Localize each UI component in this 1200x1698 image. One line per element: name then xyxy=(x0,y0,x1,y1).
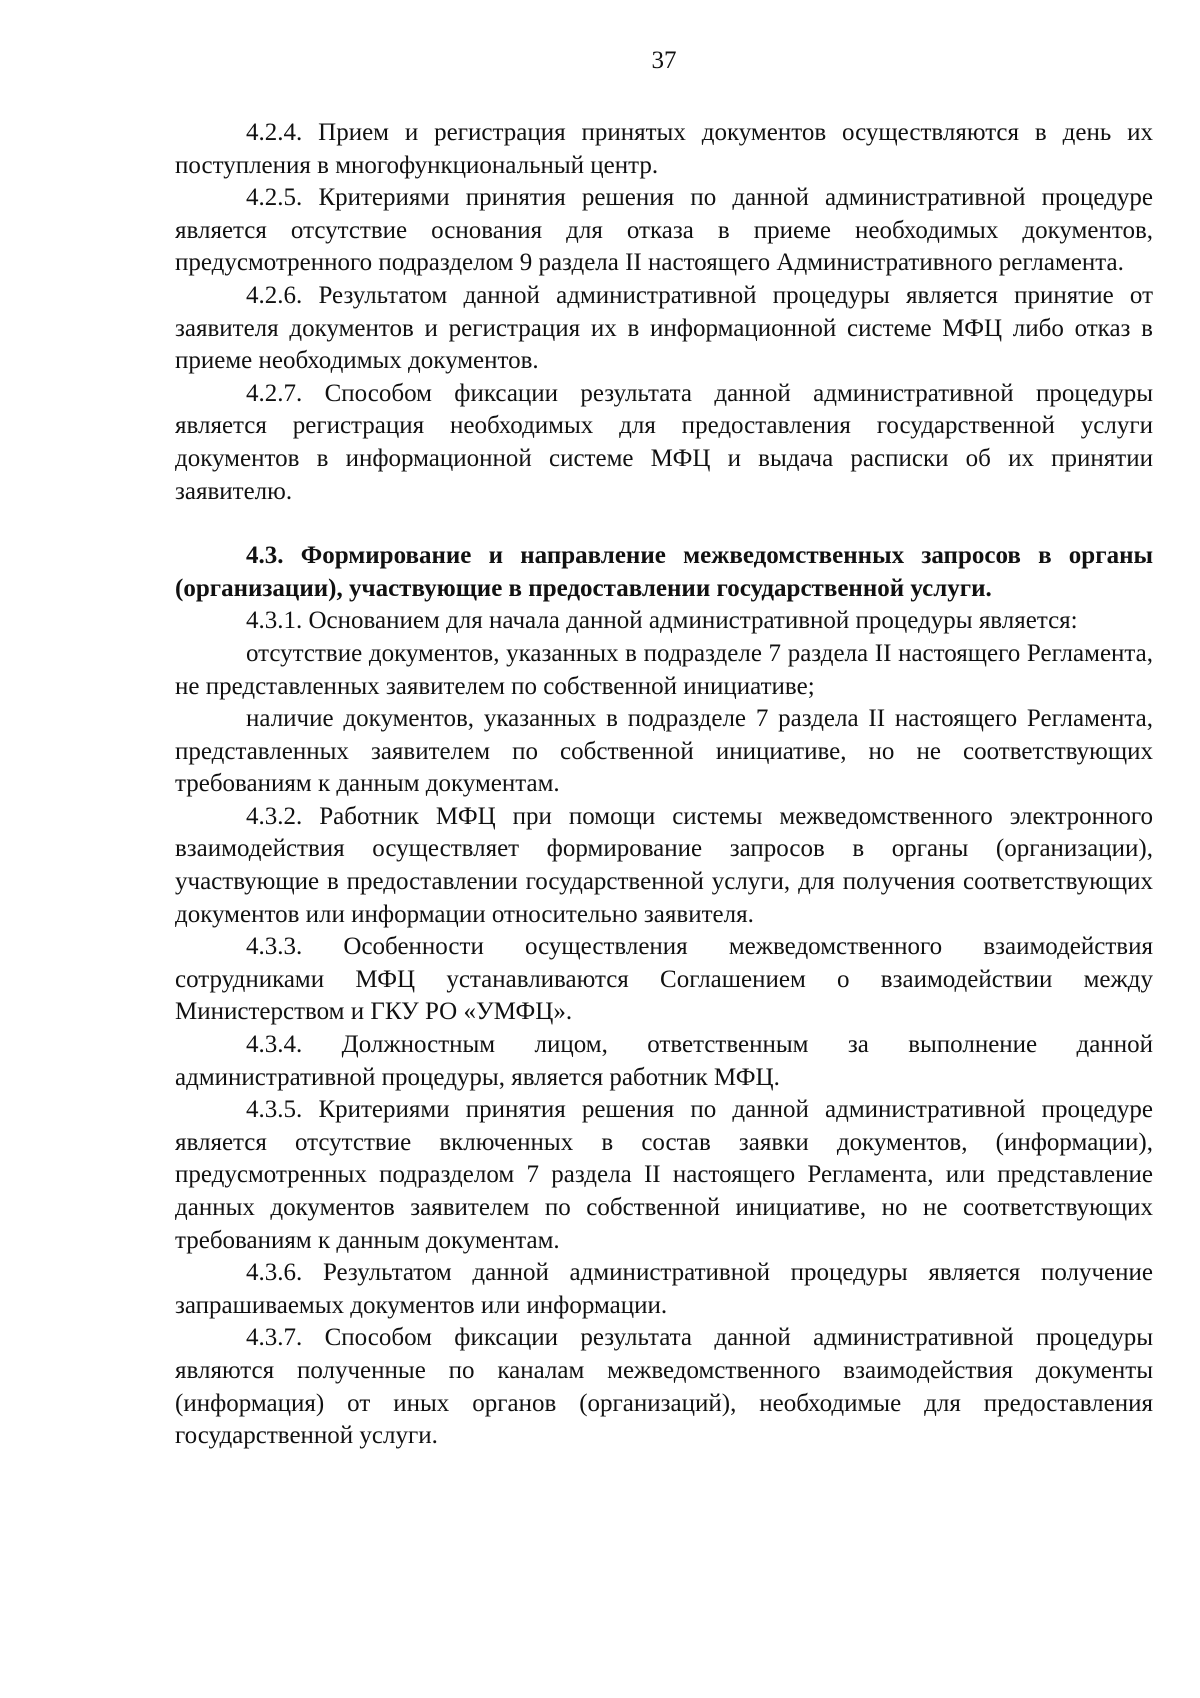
page-number: 37 xyxy=(651,47,677,74)
paragraph-4-3-1-item-absence: отсутствие документов, указанных в подразделе 7 раздела II настоящего Регламента, не представленных заявителем по собственной инициативе; xyxy=(175,639,1153,700)
paragraph-4-3-2: 4.3.2. Работник МФЦ при помощи системы межведомственного электронного взаимодействия осуществляет формирование запросов в органы (организации), участвующие в предоставлении государственной услуги, для получения соответствующих документов или информации относительно заявителя. xyxy=(175,802,1153,928)
paragraph-4-2-4: 4.2.4. Прием и регистрация принятых документов осуществляются в день их поступления в многофункциональный центр. xyxy=(175,119,1153,179)
paragraph-4-3-1: 4.3.1. Основанием для начала данной административной процедуры является: xyxy=(246,607,1078,635)
paragraph-4-3-1-item-presence: наличие документов, указанных в подразделе 7 раздела II настоящего Регламента, представленных заявителем по собственной инициативе, но не соответствующих требованиям к данным документам. xyxy=(175,705,1153,798)
paragraph-4-3-4: 4.3.4. Должностным лицом, ответственным за выполнение данной административной процедуры, является работник МФЦ. xyxy=(175,1031,1153,1091)
document-body xyxy=(175,117,1153,1453)
paragraph-4-3-6: 4.3.6. Результатом данной административной процедуры является получение запрашиваемых документов или информации. xyxy=(175,1259,1153,1319)
paragraph-4-2-5: 4.2.5. Критериями принятия решения по данной административной процедуре является отсутствие основания для отказа в приеме необходимых документов, предусмотренного подразделом 9 раздела II настоящего Административного регламента. xyxy=(175,184,1153,277)
paragraph-4-2-6: 4.2.6. Результатом данной административной процедуры является принятие от заявителя документов и регистрация их в информационной системе МФЦ либо отказ в приеме необходимых документов. xyxy=(175,281,1153,375)
paragraph-4-3-3: 4.3.3. Особенности осуществления межведомственного взаимодействия сотрудниками МФЦ устанавливаются Соглашением о взаимодействии между Министерством и ГКУ РО «УМФЦ». xyxy=(175,933,1153,1026)
paragraph-4-2-7: 4.2.7. Способом фиксации результата данной административной процедуры является регистрация необходимых для предоставления государственной услуги документов в информационной системе МФЦ и выдача расписки об их принятии заявителю. xyxy=(175,379,1153,505)
section-heading-4-3: 4.3. Формирование и направление межведомственных запросов в органы (организации), участвующие в предоставлении государственной услуги. xyxy=(175,542,1153,602)
paragraph-4-3-7: 4.3.7. Способом фиксации результата данной административной процедуры являются полученные по каналам межведомственного взаимодействия документы (информация) от иных органов (организаций), необходимые для предоставления государственной услуги. xyxy=(175,1324,1153,1450)
paragraph-4-3-5: 4.3.5. Критериями принятия решения по данной административной процедуре является отсутствие включенных в состав заявки документов, (информации), предусмотренных подразделом 7 раздела II настоящего Регламента, или представление данных документов заявителем по собственной инициативе, но не соответствующих требованиям к данным документам. xyxy=(175,1096,1153,1254)
